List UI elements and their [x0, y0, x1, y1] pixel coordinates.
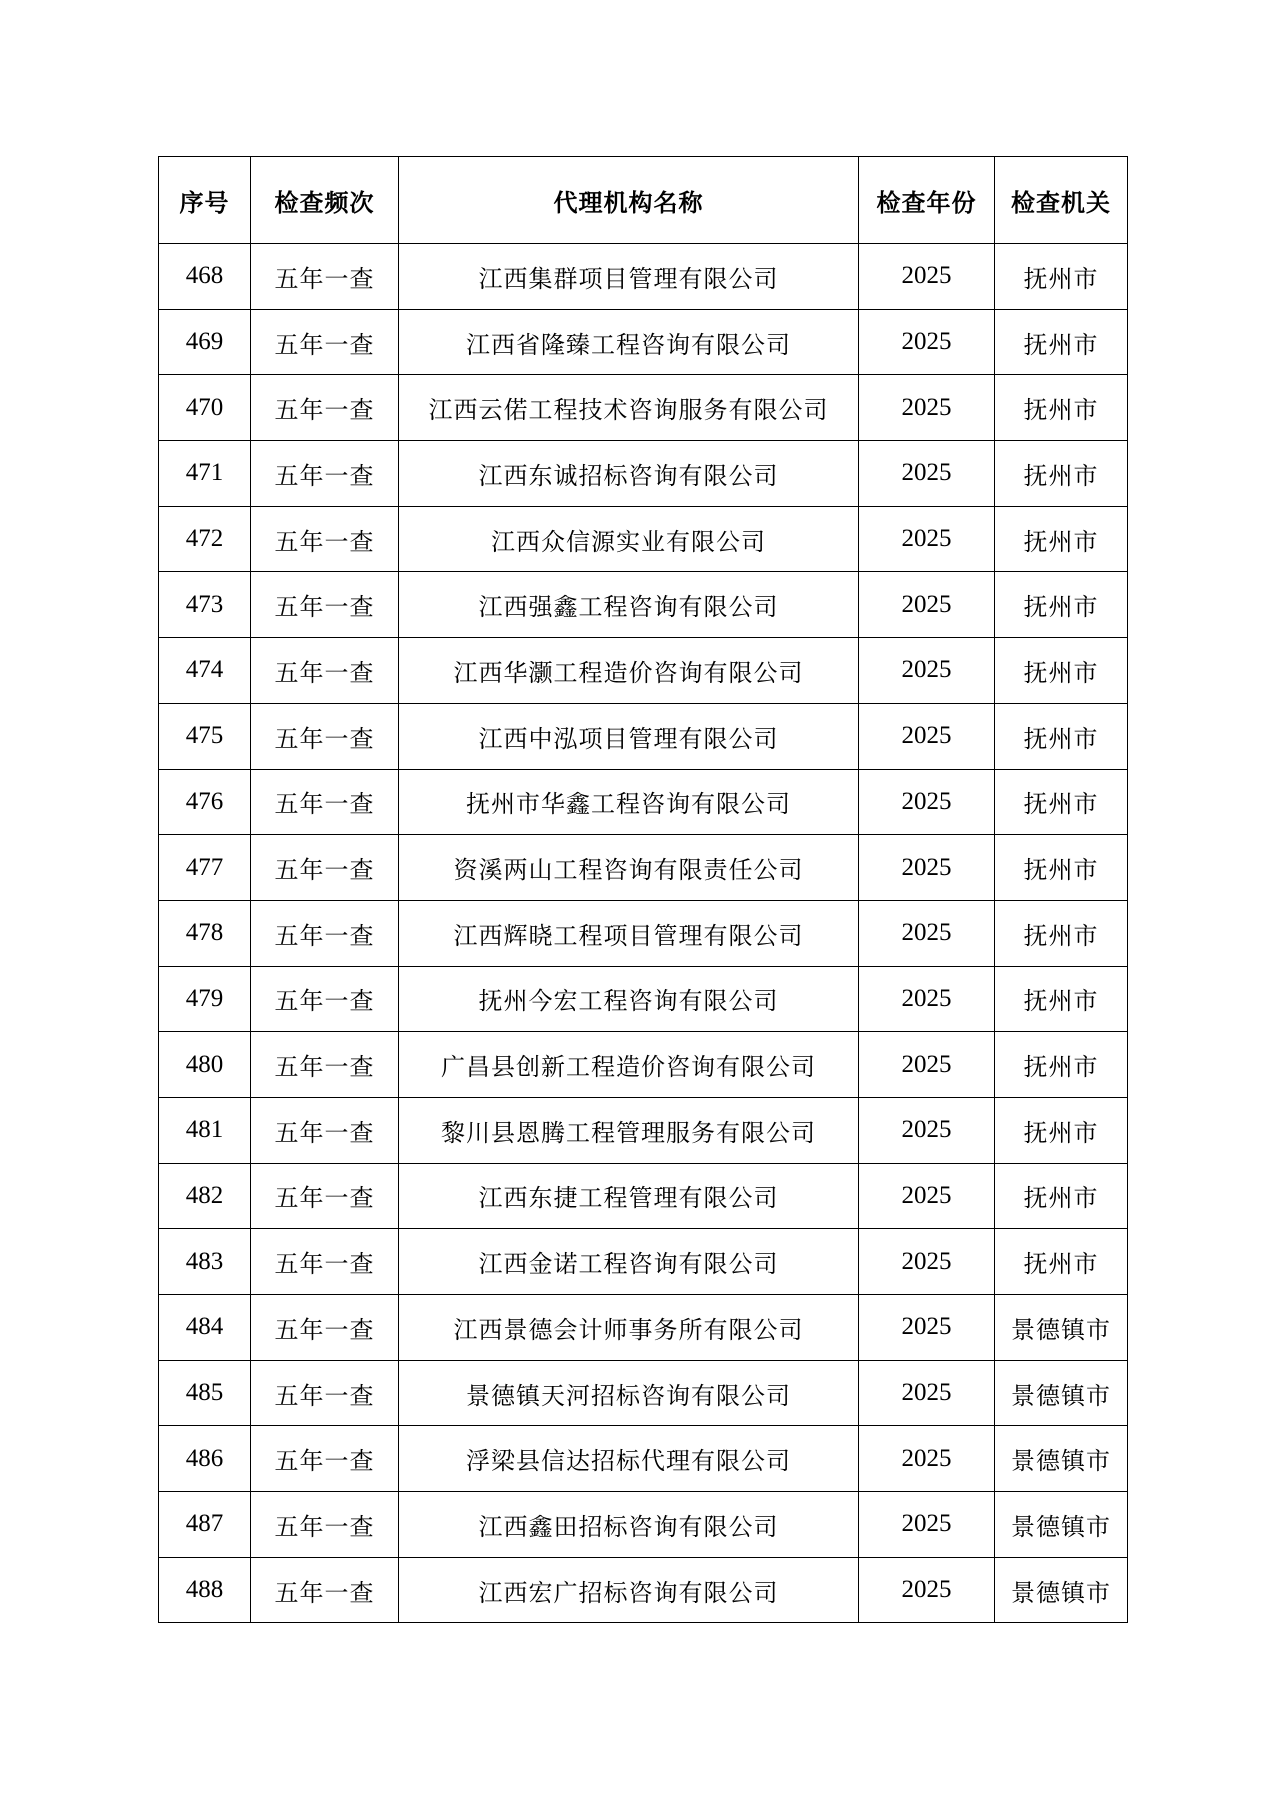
- table-row: [159, 506, 1128, 572]
- cell-agency-name: 江西中泓项目管理有限公司: [399, 703, 859, 769]
- cell-frequency: 五年一查: [251, 1426, 399, 1492]
- table-header: [159, 157, 1128, 244]
- cell-agency-name: 景德镇天河招标咨询有限公司: [399, 1360, 859, 1426]
- cell-seq: 481: [159, 1097, 251, 1163]
- table-row: [159, 1032, 1128, 1098]
- table-row: [159, 375, 1128, 441]
- cell-frequency: 五年一查: [251, 638, 399, 704]
- table-row: [159, 1492, 1128, 1558]
- cell-seq: 468: [159, 244, 251, 310]
- cell-year: 2025: [859, 769, 995, 835]
- header-frequency: 检查频次: [251, 157, 399, 244]
- cell-frequency: 五年一查: [251, 441, 399, 507]
- cell-year: 2025: [859, 835, 995, 901]
- cell-year: 2025: [859, 703, 995, 769]
- cell-authority: 抚州市: [995, 506, 1128, 572]
- cell-seq: 478: [159, 900, 251, 966]
- cell-frequency: 五年一查: [251, 1295, 399, 1361]
- cell-agency-name: 江西东诚招标咨询有限公司: [399, 441, 859, 507]
- cell-year: 2025: [859, 375, 995, 441]
- cell-authority: 抚州市: [995, 835, 1128, 901]
- cell-seq: 469: [159, 309, 251, 375]
- cell-seq: 474: [159, 638, 251, 704]
- cell-authority: 景德镇市: [995, 1295, 1128, 1361]
- cell-authority: 抚州市: [995, 769, 1128, 835]
- agency-inspection-table: [158, 156, 1128, 1623]
- cell-agency-name: 浮梁县信达招标代理有限公司: [399, 1426, 859, 1492]
- table-row: [159, 309, 1128, 375]
- table-row: [159, 244, 1128, 310]
- cell-year: 2025: [859, 1426, 995, 1492]
- table-row: [159, 900, 1128, 966]
- cell-frequency: 五年一查: [251, 769, 399, 835]
- cell-year: 2025: [859, 1492, 995, 1558]
- cell-frequency: 五年一查: [251, 1032, 399, 1098]
- cell-seq: 482: [159, 1163, 251, 1229]
- cell-frequency: 五年一查: [251, 1097, 399, 1163]
- cell-year: 2025: [859, 900, 995, 966]
- cell-frequency: 五年一查: [251, 309, 399, 375]
- table-row: [159, 1163, 1128, 1229]
- table-row: [159, 441, 1128, 507]
- cell-seq: 483: [159, 1229, 251, 1295]
- cell-agency-name: 江西众信源实业有限公司: [399, 506, 859, 572]
- cell-agency-name: 江西景德会计师事务所有限公司: [399, 1295, 859, 1361]
- cell-seq: 472: [159, 506, 251, 572]
- cell-frequency: 五年一查: [251, 1229, 399, 1295]
- cell-agency-name: 抚州今宏工程咨询有限公司: [399, 966, 859, 1032]
- cell-authority: 抚州市: [995, 441, 1128, 507]
- cell-frequency: 五年一查: [251, 244, 399, 310]
- cell-year: 2025: [859, 506, 995, 572]
- cell-agency-name: 江西省隆臻工程咨询有限公司: [399, 309, 859, 375]
- table-row: [159, 1229, 1128, 1295]
- table-row: [159, 638, 1128, 704]
- cell-year: 2025: [859, 1295, 995, 1361]
- header-year: 检查年份: [859, 157, 995, 244]
- table-row: [159, 1295, 1128, 1361]
- header-agency-name: 代理机构名称: [399, 157, 859, 244]
- cell-authority: 抚州市: [995, 1097, 1128, 1163]
- cell-authority: 抚州市: [995, 966, 1128, 1032]
- cell-year: 2025: [859, 966, 995, 1032]
- cell-agency-name: 江西强鑫工程咨询有限公司: [399, 572, 859, 638]
- cell-frequency: 五年一查: [251, 1360, 399, 1426]
- cell-authority: 景德镇市: [995, 1426, 1128, 1492]
- cell-seq: 475: [159, 703, 251, 769]
- cell-authority: 抚州市: [995, 703, 1128, 769]
- cell-seq: 473: [159, 572, 251, 638]
- cell-authority: 景德镇市: [995, 1557, 1128, 1623]
- cell-year: 2025: [859, 244, 995, 310]
- cell-agency-name: 广昌县创新工程造价咨询有限公司: [399, 1032, 859, 1098]
- cell-frequency: 五年一查: [251, 966, 399, 1032]
- cell-agency-name: 江西华灏工程造价咨询有限公司: [399, 638, 859, 704]
- cell-year: 2025: [859, 1229, 995, 1295]
- cell-year: 2025: [859, 441, 995, 507]
- cell-seq: 471: [159, 441, 251, 507]
- cell-agency-name: 江西东捷工程管理有限公司: [399, 1163, 859, 1229]
- cell-frequency: 五年一查: [251, 1492, 399, 1558]
- cell-seq: 486: [159, 1426, 251, 1492]
- cell-authority: 抚州市: [995, 638, 1128, 704]
- header-row: [159, 157, 1128, 244]
- cell-year: 2025: [859, 1032, 995, 1098]
- cell-authority: 抚州市: [995, 375, 1128, 441]
- cell-frequency: 五年一查: [251, 572, 399, 638]
- cell-frequency: 五年一查: [251, 375, 399, 441]
- cell-frequency: 五年一查: [251, 1557, 399, 1623]
- cell-seq: 470: [159, 375, 251, 441]
- table-row: [159, 703, 1128, 769]
- table-row: [159, 1426, 1128, 1492]
- cell-year: 2025: [859, 638, 995, 704]
- table-row: [159, 1097, 1128, 1163]
- table-body: [159, 244, 1128, 1623]
- cell-seq: 487: [159, 1492, 251, 1558]
- cell-authority: 抚州市: [995, 572, 1128, 638]
- cell-frequency: 五年一查: [251, 703, 399, 769]
- cell-agency-name: 资溪两山工程咨询有限责任公司: [399, 835, 859, 901]
- cell-frequency: 五年一查: [251, 900, 399, 966]
- cell-seq: 485: [159, 1360, 251, 1426]
- cell-seq: 480: [159, 1032, 251, 1098]
- table-row: [159, 572, 1128, 638]
- table-row: [159, 769, 1128, 835]
- cell-agency-name: 江西鑫田招标咨询有限公司: [399, 1492, 859, 1558]
- table-row: [159, 966, 1128, 1032]
- cell-authority: 抚州市: [995, 1032, 1128, 1098]
- header-authority: 检查机关: [995, 157, 1128, 244]
- cell-authority: 抚州市: [995, 900, 1128, 966]
- cell-agency-name: 江西宏广招标咨询有限公司: [399, 1557, 859, 1623]
- cell-authority: 景德镇市: [995, 1492, 1128, 1558]
- cell-agency-name: 江西辉晓工程项目管理有限公司: [399, 900, 859, 966]
- cell-year: 2025: [859, 572, 995, 638]
- cell-agency-name: 江西集群项目管理有限公司: [399, 244, 859, 310]
- cell-year: 2025: [859, 309, 995, 375]
- cell-authority: 抚州市: [995, 244, 1128, 310]
- cell-year: 2025: [859, 1097, 995, 1163]
- cell-seq: 477: [159, 835, 251, 901]
- cell-authority: 景德镇市: [995, 1360, 1128, 1426]
- cell-agency-name: 黎川县恩腾工程管理服务有限公司: [399, 1097, 859, 1163]
- cell-frequency: 五年一查: [251, 1163, 399, 1229]
- cell-agency-name: 江西金诺工程咨询有限公司: [399, 1229, 859, 1295]
- cell-agency-name: 抚州市华鑫工程咨询有限公司: [399, 769, 859, 835]
- cell-seq: 479: [159, 966, 251, 1032]
- cell-year: 2025: [859, 1163, 995, 1229]
- cell-authority: 抚州市: [995, 309, 1128, 375]
- cell-seq: 488: [159, 1557, 251, 1623]
- table-row: [159, 1360, 1128, 1426]
- cell-year: 2025: [859, 1557, 995, 1623]
- table-row: [159, 835, 1128, 901]
- cell-authority: 抚州市: [995, 1163, 1128, 1229]
- table-row: [159, 1557, 1128, 1623]
- cell-year: 2025: [859, 1360, 995, 1426]
- cell-seq: 484: [159, 1295, 251, 1361]
- cell-frequency: 五年一查: [251, 506, 399, 572]
- cell-agency-name: 江西云偌工程技术咨询服务有限公司: [399, 375, 859, 441]
- cell-seq: 476: [159, 769, 251, 835]
- header-seq: 序号: [159, 157, 251, 244]
- cell-frequency: 五年一查: [251, 835, 399, 901]
- cell-authority: 抚州市: [995, 1229, 1128, 1295]
